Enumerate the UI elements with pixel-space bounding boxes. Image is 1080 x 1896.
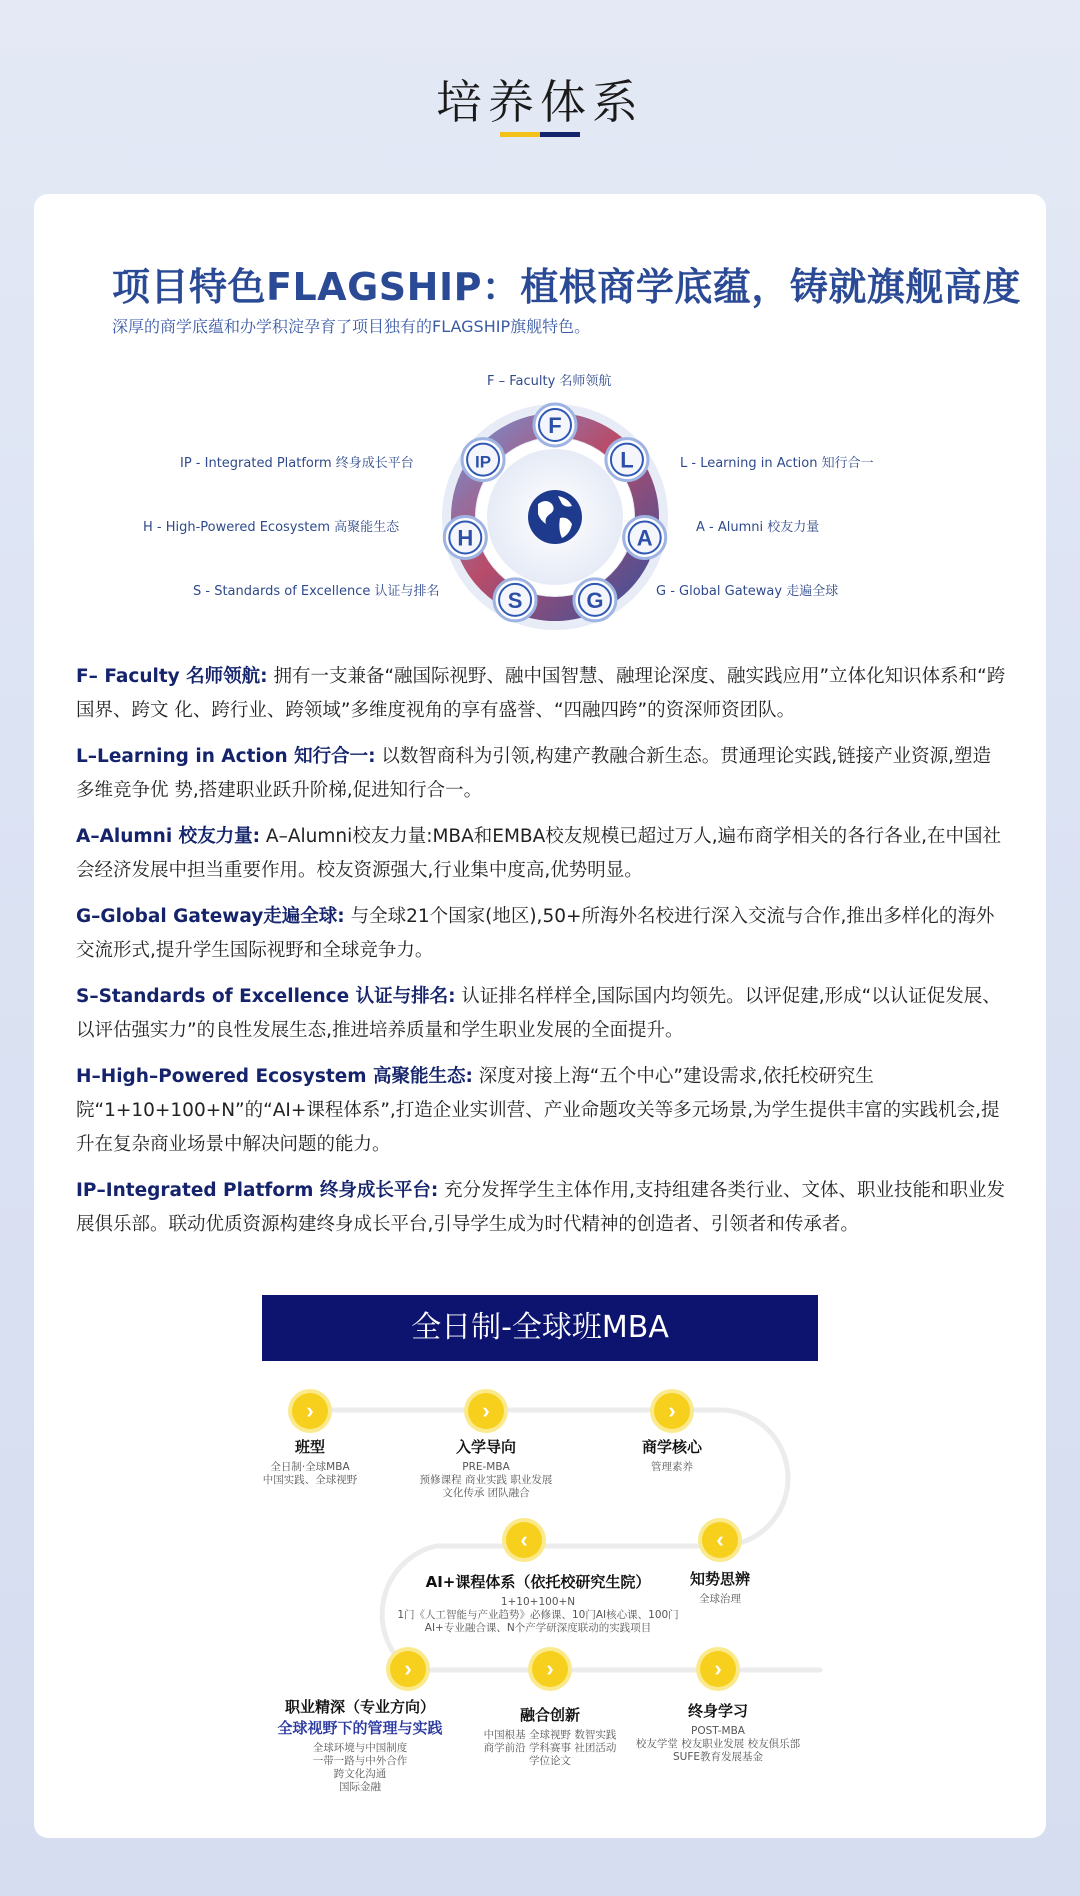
wheel-node-ip (462, 439, 504, 481)
feature-platform: IP–Integrated Platform 终身成长平台: 充分发挥学生主体作用,支持组建各类行业、文体、职业技能和职业发展俱乐部。联动优质资源构建终身成长平台,引导学生成为时代精神的创造者、引领者和传承者。 (76, 1180, 1006, 1235)
step-career: 职业精深（专业方向） 全球视野下的管理与实践 全球环境与中国制度 一带一路与中外合作 跨文化沟通 国际金融 (277, 1698, 443, 1793)
wheel-letter-g: G (586, 587, 604, 613)
feature-standards: S–Standards of Excellence 认证与排名: 认证排名样样全,国际国内均领先。以评促建,形成“以认证促发展、以评估强实力”的良性发展生态,推进培养质量和学生职业发展的全面提升。 (76, 986, 1001, 1041)
feature-global: G–Global Gateway走遍全球: 与全球21个国家(地区),50+所海外名校进行深入交流与合作,推出多样化的海外交流形式,提升学生国际视野和全球竞争力。 (76, 906, 995, 961)
wheel-letter-f: F (548, 413, 562, 438)
step-node-3: › (654, 1393, 690, 1429)
label-high-powered: H - High-Powered Ecosystem 高聚能生态 (143, 520, 400, 535)
step-node-1: › (292, 1393, 328, 1429)
label-integrated-platform: IP - Integrated Platform 终身成长平台 (180, 456, 414, 471)
wheel-node-s (494, 579, 536, 621)
page-title: 培养体系 (436, 75, 644, 129)
flagship-heading: 项目特色FLAGSHIP：植根商学底蕴，铸就旗舰高度 (112, 265, 1021, 309)
feature-list (76, 660, 1006, 1254)
wheel-letter-s: S (507, 587, 523, 613)
wheel-letter-ip: IP (475, 452, 492, 472)
step-node-4: ‹ (702, 1522, 738, 1558)
title-underline (500, 132, 580, 137)
step-ai-curriculum: AI+课程体系（依托校研究生院） 1+10+100+N 1门《人工智能与产业趋势》必修课、10门AI核心课、100门 AI+专业融合课、N个产学研深度联动的实践项目 (397, 1573, 679, 1634)
wheel-letter-l: L (620, 447, 634, 473)
step-innovation: 融合创新 中国根基 全球视野 数智实践 商学前沿 学科赛事 社团活动 学位论文 (483, 1706, 617, 1767)
feature-alumni: A–Alumni 校友力量: A–Alumni校友力量:MBA和EMBA校友规模已超过万人,遍布商学相关的各行各业,在中国社会经济发展中担当重要作用。校友资源强大,行业集中度高,优势明显。 (76, 826, 1002, 881)
wheel-letter-a: A (636, 525, 653, 551)
flagship-wheel (430, 392, 680, 642)
wheel-node-h (444, 516, 486, 558)
step-lifelong: 终身学习 POST-MBA 校友学堂 校友职业发展 校友俱乐部 SUFE教育发展基金 (635, 1702, 801, 1763)
globe-icon (528, 490, 582, 544)
wheel-node-a (624, 516, 666, 558)
step-node-2: › (468, 1393, 504, 1429)
label-global-gateway: G - Global Gateway 走遍全球 (656, 584, 839, 599)
step-orientation: 入学导向 PRE-MBA 预修课程 商业实践 职业发展 文化传承 团队融合 (419, 1438, 553, 1499)
wheel-node-f (534, 404, 576, 446)
step-node-8: › (700, 1651, 736, 1687)
label-faculty: F – Faculty 名师领航 (487, 374, 612, 389)
flagship-subheading: 深厚的商学底蕴和办学积淀孕育了项目独有的FLAGSHIP旗舰特色。 (112, 317, 591, 336)
feature-faculty: F– Faculty 名师领航: 拥有一支兼备“融国际视野、融中国智慧、融理论深度、融实践应用”立体化知识体系和“跨国界、跨文 化、跨行业、跨领域”多维度视角的享有盛誉、“四融四跨”的资深师资团队。 (76, 666, 1006, 721)
step-insight: 知势思辨 全球治理 (689, 1570, 750, 1605)
step-node-5: ‹ (506, 1522, 542, 1558)
mba-banner: 全日制-全球班MBA (262, 1295, 818, 1361)
label-learning: L - Learning in Action 知行合一 (680, 456, 874, 471)
wheel-node-g (574, 579, 616, 621)
step-class-type: 班型 全日制·全球MBA 中国实践、全球视野 (262, 1438, 358, 1486)
label-alumni: A - Alumni 校友力量 (696, 520, 820, 535)
label-standards: S - Standards of Excellence 认证与排名 (193, 584, 440, 599)
feature-learning: L–Learning in Action 知行合一: 以数智商科为引领,构建产教融合新生态。贯通理论实践,链接产业资源,塑造多维竞争优 势,搭建职业跃升阶梯,促进知行合一。 (76, 746, 992, 801)
step-node-6: › (390, 1651, 426, 1687)
step-business-core: 商学核心 管理素养 (641, 1438, 702, 1473)
feature-ecosystem: H–High–Powered Ecosystem 高聚能生态: 深度对接上海“五个中心”建设需求,依托校研究生院“1+10+100+N”的“AI+课程体系”,打造企业实训营、产业命题攻关等多元场景,为学生提供丰富的实践机会,提升在复杂商业场景中解决问题的能力。 (76, 1066, 1000, 1155)
wheel-node-l (606, 439, 648, 481)
step-node-7: › (532, 1651, 568, 1687)
wheel-letter-h: H (457, 525, 474, 551)
